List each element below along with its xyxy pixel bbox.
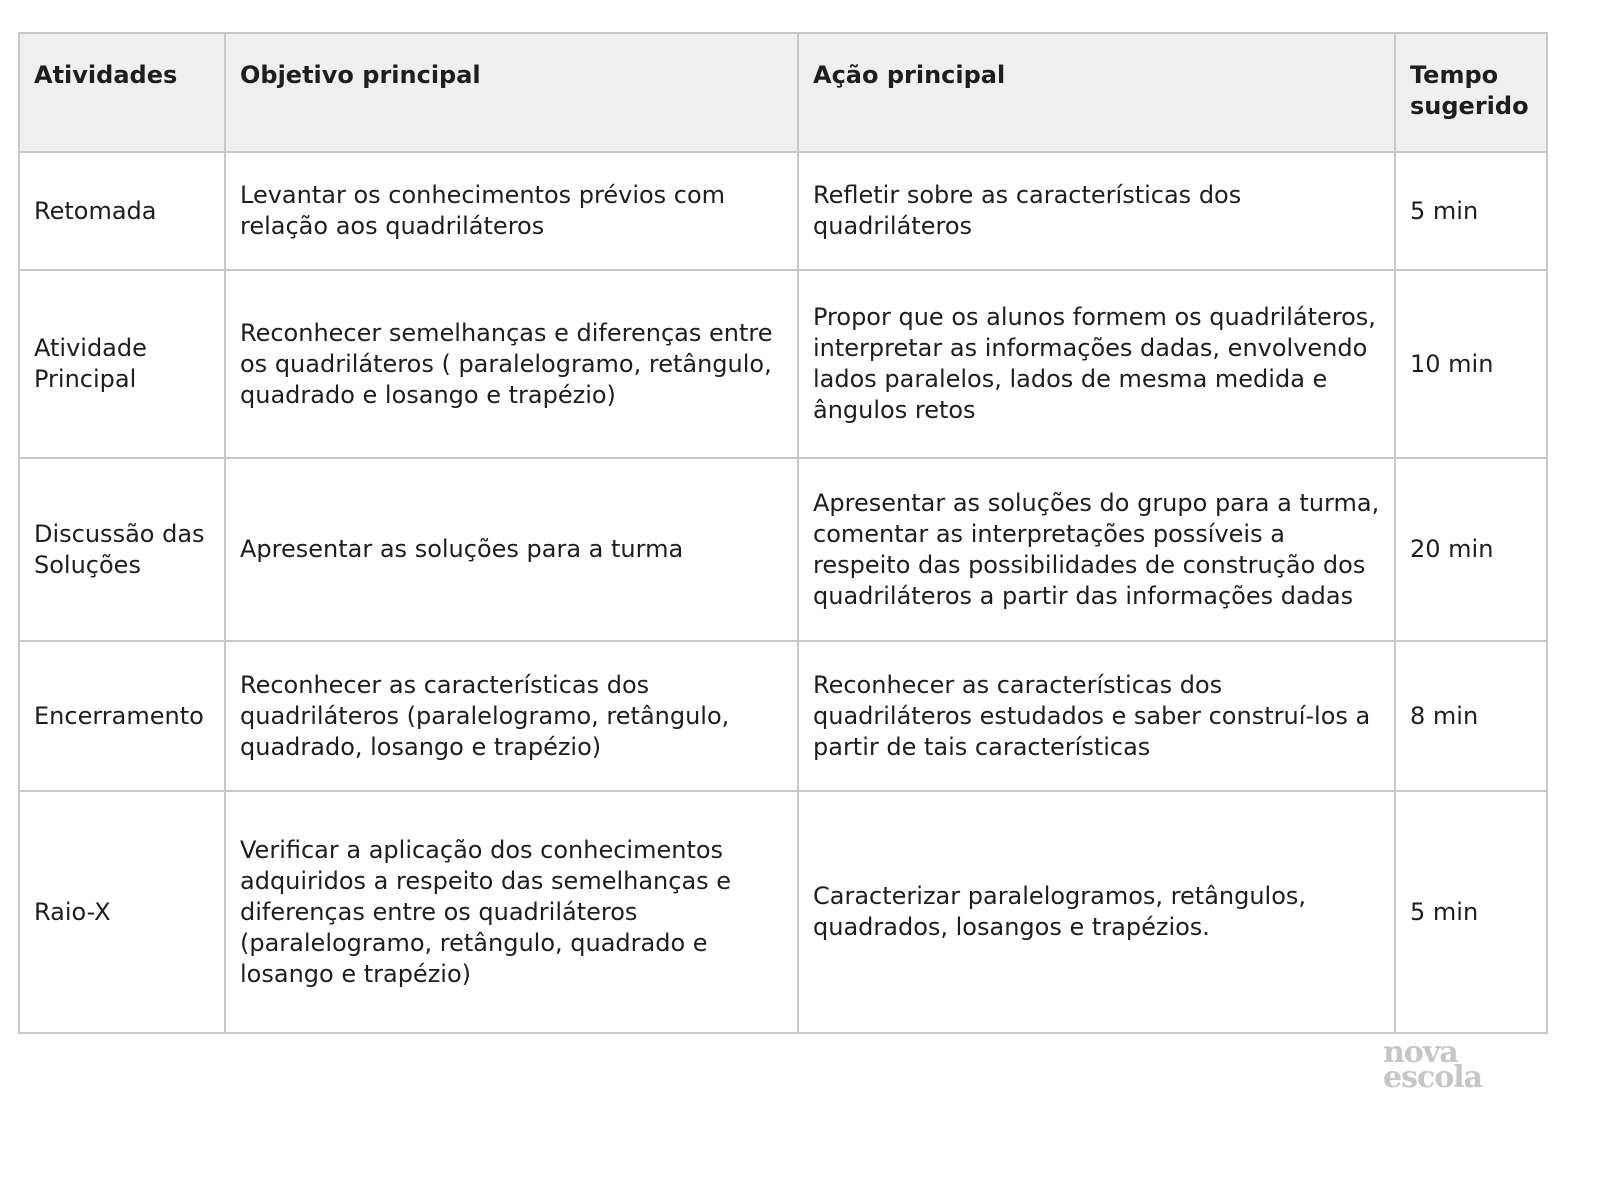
header-atividades: Atividades xyxy=(19,33,225,152)
table-row xyxy=(19,458,1547,641)
cell-tempo: 10 min xyxy=(1395,270,1547,458)
nova-escola-logo xyxy=(1383,1035,1503,1095)
header-tempo-sugerido: Tempo sugerido xyxy=(1395,33,1547,152)
cell-tempo: 5 min xyxy=(1395,791,1547,1033)
lesson-plan-table xyxy=(18,32,1548,1034)
cell-acao: Reconhecer as características dos quadriláteros estudados e saber construí-los a partir de tais características xyxy=(798,641,1395,791)
cell-atividade: Discussão das Soluções xyxy=(19,458,225,641)
cell-atividade: Retomada xyxy=(19,152,225,270)
cell-acao: Refletir sobre as características dos quadriláteros xyxy=(798,152,1395,270)
table-row xyxy=(19,270,1547,458)
cell-acao: Apresentar as soluções do grupo para a turma, comentar as interpretações possíveis a respeito das possibilidades de construção dos quadriláteros a partir das informações dadas xyxy=(798,458,1395,641)
cell-objetivo: Reconhecer semelhanças e diferenças entre os quadriláteros ( paralelogramo, retângulo, quadrado e losango e trapézio) xyxy=(225,270,798,458)
cell-acao: Caracterizar paralelogramos, retângulos, quadrados, losangos e trapézios. xyxy=(798,791,1395,1033)
table-row xyxy=(19,152,1547,270)
cell-tempo: 8 min xyxy=(1395,641,1547,791)
logo-line-nova: nova xyxy=(1383,1035,1458,1070)
table-row xyxy=(19,641,1547,791)
logo-line-escola: escola xyxy=(1383,1060,1483,1095)
cell-atividade: Encerramento xyxy=(19,641,225,791)
cell-tempo: 5 min xyxy=(1395,152,1547,270)
header-acao-principal: Ação principal xyxy=(798,33,1395,152)
table-row xyxy=(19,791,1547,1033)
cell-atividade: Atividade Principal xyxy=(19,270,225,458)
cell-objetivo: Apresentar as soluções para a turma xyxy=(225,458,798,641)
cell-tempo: 20 min xyxy=(1395,458,1547,641)
header-objetivo-principal: Objetivo principal xyxy=(225,33,798,152)
table-header-row xyxy=(19,33,1547,152)
cell-objetivo: Levantar os conhecimentos prévios com relação aos quadriláteros xyxy=(225,152,798,270)
cell-atividade: Raio-X xyxy=(19,791,225,1033)
cell-objetivo: Reconhecer as características dos quadriláteros (paralelogramo, retângulo, quadrado, losango e trapézio) xyxy=(225,641,798,791)
cell-acao: Propor que os alunos formem os quadriláteros, interpretar as informações dadas, envolvendo lados paralelos, lados de mesma medida e ângulos retos xyxy=(798,270,1395,458)
cell-objetivo: Verificar a aplicação dos conhecimentos adquiridos a respeito das semelhanças e diferenças entre os quadriláteros (paralelogramo, retângulo, quadrado e losango e trapézio) xyxy=(225,791,798,1033)
